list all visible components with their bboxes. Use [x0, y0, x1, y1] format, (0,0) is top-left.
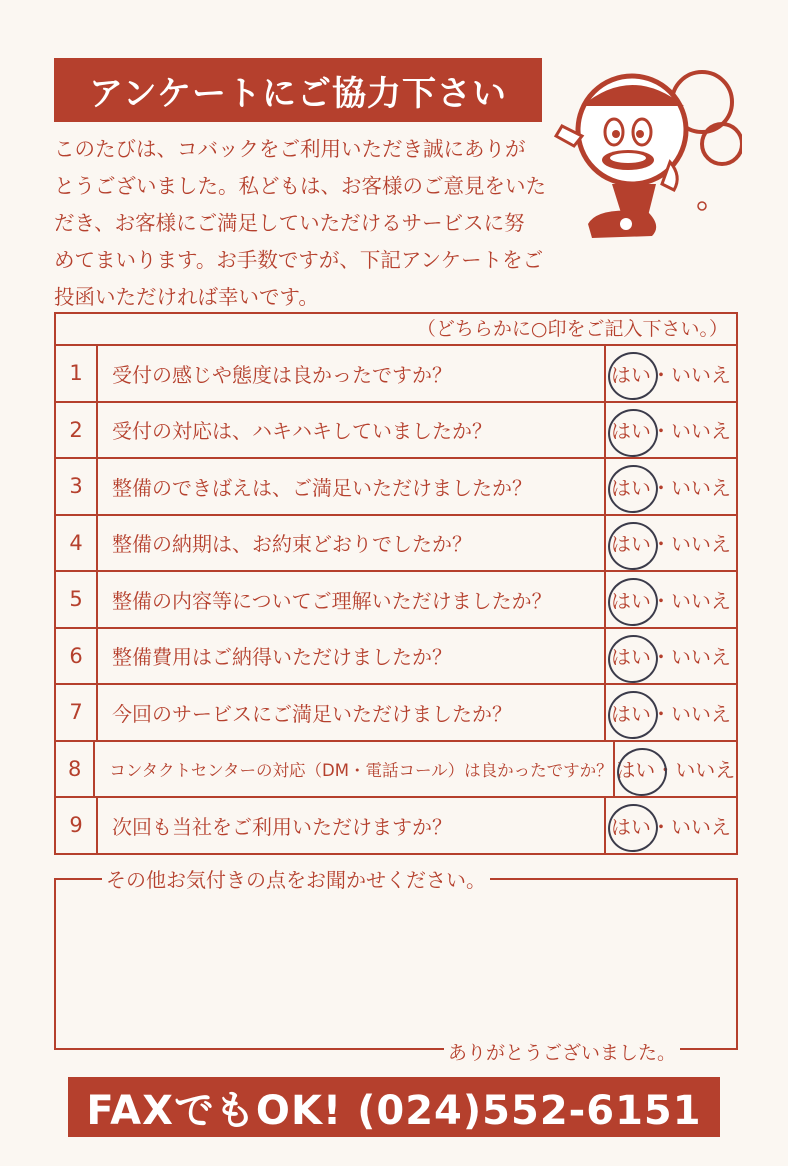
question-row	[56, 459, 736, 516]
answer-separator: ・	[651, 362, 671, 387]
answer-no[interactable]: いいえ	[675, 758, 736, 783]
answer-circle-mark	[612, 743, 671, 800]
answer-no[interactable]: いいえ	[671, 475, 731, 500]
answer-circle-mark	[604, 517, 663, 574]
answer-separator: ・	[651, 588, 671, 613]
question-text: 次回も当社をご利用いただけますか？	[98, 798, 606, 853]
question-row	[56, 403, 736, 460]
answer-separator: ・	[651, 701, 671, 726]
question-row	[56, 346, 736, 403]
intro-line: だき、お客様にご満足していただけるサービスに努	[54, 211, 525, 235]
page-title: アンケートにご協力下さい	[54, 58, 542, 122]
question-number: 8	[56, 742, 95, 797]
answer-options[interactable]	[606, 403, 736, 458]
answer-no[interactable]: いいえ	[671, 419, 731, 444]
answer-separator: ・	[651, 475, 671, 500]
answer-options[interactable]	[606, 572, 736, 627]
question-text: コンタクトセンターの対応（DM・電話コール）は良かったですか？	[95, 742, 614, 797]
question-number: 2	[56, 403, 98, 458]
answer-no[interactable]: いいえ	[671, 814, 731, 839]
answer-circle-mark	[604, 347, 663, 404]
question-text: 受付の対応は、ハキハキしていましたか？	[98, 403, 606, 458]
question-row	[56, 572, 736, 629]
question-row	[56, 516, 736, 573]
question-row	[56, 742, 736, 799]
answer-yes[interactable]: はい	[611, 588, 651, 613]
answer-no[interactable]: いいえ	[671, 701, 731, 726]
answer-yes[interactable]: はい	[611, 532, 651, 557]
comments-section	[54, 868, 738, 1064]
fax-banner: FAXでもOK! (024)552-6151	[68, 1077, 720, 1137]
answer-yes[interactable]: はい	[611, 701, 651, 726]
intro-line: とうございました。私どもは、お客様のご意見をいた	[54, 174, 546, 198]
answer-no[interactable]: いいえ	[671, 532, 731, 557]
answer-no[interactable]: いいえ	[671, 362, 731, 387]
answer-options[interactable]	[615, 742, 736, 797]
answer-no[interactable]: いいえ	[671, 588, 731, 613]
question-number: 5	[56, 572, 98, 627]
intro-paragraph	[54, 131, 554, 316]
question-text: 受付の感じや態度は良かったですか？	[98, 346, 606, 401]
answer-options[interactable]	[606, 516, 736, 571]
answer-circle-mark	[604, 799, 663, 856]
survey-instruction: （どちらかに○印をご記入下さい。）	[56, 314, 736, 346]
question-row	[56, 685, 736, 742]
question-number: 3	[56, 459, 98, 514]
question-text: 整備のできばえは、ご満足いただけましたか？	[98, 459, 606, 514]
answer-circle-mark	[604, 686, 663, 743]
answer-yes[interactable]: はい	[611, 814, 651, 839]
answer-circle-mark	[604, 630, 663, 687]
answer-yes[interactable]: はい	[611, 645, 651, 670]
question-text: 今回のサービスにご満足いただけましたか？	[98, 685, 606, 740]
question-number: 7	[56, 685, 98, 740]
intro-line: このたびは、コバックをご利用いただき誠にありが	[54, 137, 526, 161]
answer-options[interactable]	[606, 629, 736, 684]
question-number: 9	[56, 798, 98, 853]
intro-line: 投函いただければ幸いです。	[54, 285, 319, 309]
comments-box[interactable]	[54, 878, 738, 1050]
answer-circle-mark	[604, 460, 663, 517]
question-number: 4	[56, 516, 98, 571]
question-text: 整備費用はご納得いただけましたか？	[98, 629, 606, 684]
answer-yes[interactable]: はい	[611, 475, 651, 500]
answer-options[interactable]	[606, 346, 736, 401]
answer-yes[interactable]: はい	[611, 419, 651, 444]
answer-yes[interactable]: はい	[615, 758, 656, 783]
survey-table	[54, 312, 738, 855]
answer-options[interactable]	[606, 459, 736, 514]
answer-options[interactable]	[606, 798, 736, 853]
question-row	[56, 629, 736, 686]
question-row	[56, 798, 736, 853]
intro-line: めてまいります。お手数ですが、下記アンケートをご	[54, 248, 544, 272]
answer-no[interactable]: いいえ	[671, 645, 731, 670]
question-text: 整備の内容等についてご理解いただけましたか？	[98, 572, 606, 627]
answer-separator: ・	[651, 645, 671, 670]
answer-separator: ・	[651, 419, 671, 444]
question-number: 1	[56, 346, 98, 401]
answer-separator: ・	[655, 758, 676, 783]
mascot-logo	[552, 66, 742, 256]
answer-separator: ・	[651, 814, 671, 839]
answer-separator: ・	[651, 532, 671, 557]
answer-circle-mark	[604, 573, 663, 630]
question-number: 6	[56, 629, 98, 684]
thanks-text: ありがとうございました。	[444, 1038, 680, 1065]
answer-options[interactable]	[606, 685, 736, 740]
answer-circle-mark	[604, 404, 663, 461]
comments-label: その他お気付きの点をお聞かせください。	[102, 864, 490, 893]
answer-yes[interactable]: はい	[611, 362, 651, 387]
question-text: 整備の納期は、お約束どおりでしたか？	[98, 516, 606, 571]
